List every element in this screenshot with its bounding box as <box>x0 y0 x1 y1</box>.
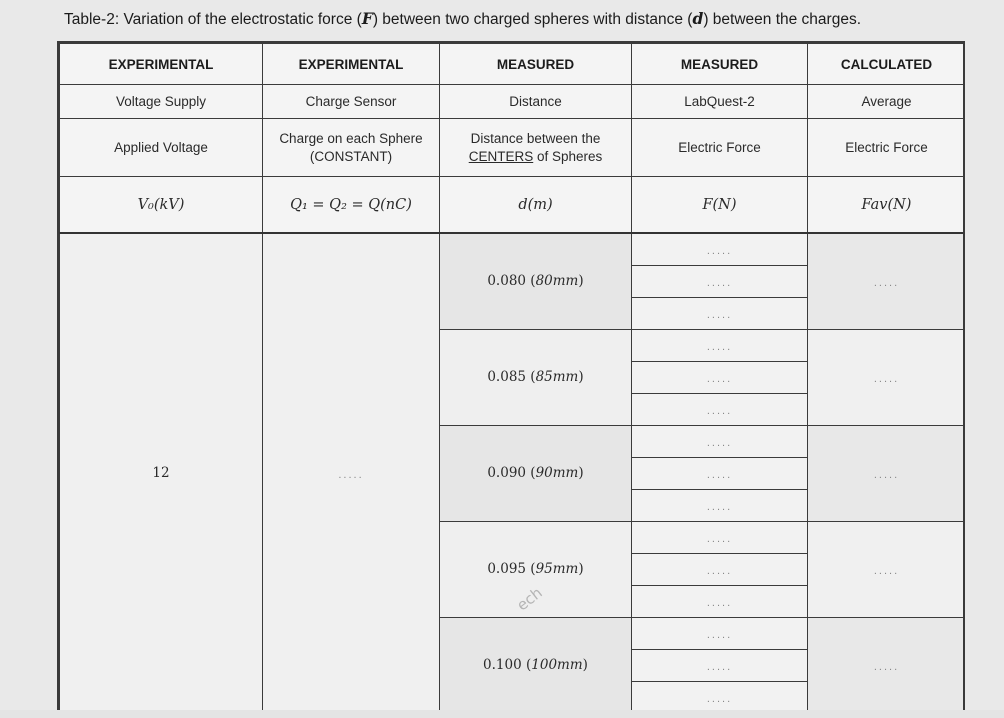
col2-symbol: Q₁ = Q₂ = Q(nC) <box>263 177 440 234</box>
force-trial-value: ..... <box>706 564 733 577</box>
col2-quantity-line1: Charge on each Sphere <box>279 130 423 146</box>
force-trial-cell[interactable] <box>632 585 808 617</box>
force-trial-cell[interactable] <box>632 233 808 265</box>
force-trial-value: ..... <box>706 532 733 545</box>
force-trial-cell[interactable] <box>632 361 808 393</box>
force-trial-value: ..... <box>706 596 733 609</box>
col1-symbol: V₀(kV) <box>60 177 263 234</box>
col2-type: EXPERIMENTAL <box>263 44 440 85</box>
col1-device: Voltage Supply <box>60 85 263 119</box>
header-row-device <box>60 85 966 119</box>
force-trial-cell[interactable] <box>632 649 808 681</box>
col4-type: MEASURED <box>632 44 808 85</box>
distance-cell: 0.095 (95mm) <box>440 521 632 617</box>
voltage-value: 12 <box>60 233 263 713</box>
distance-mm: 85mm <box>535 369 579 385</box>
force-trial-cell[interactable] <box>632 553 808 585</box>
force-trial-cell[interactable] <box>632 521 808 553</box>
col1-type: EXPERIMENTAL <box>60 44 263 85</box>
average-force-cell[interactable] <box>808 521 966 617</box>
force-trial-cell[interactable] <box>632 329 808 361</box>
force-trial-value: ..... <box>706 372 733 385</box>
col5-device: Average <box>808 85 966 119</box>
distance-m: 0.085 <box>487 369 526 385</box>
force-trial-value: ..... <box>706 500 733 513</box>
distance-cell: 0.090 (90mm) <box>440 425 632 521</box>
force-trial-value: ..... <box>706 308 733 321</box>
force-trial-cell[interactable] <box>632 425 808 457</box>
force-trial-value: ..... <box>706 244 733 257</box>
distance-mm: 95mm <box>535 561 579 577</box>
force-trial-value: ..... <box>706 436 733 449</box>
col4-quantity: Electric Force <box>632 119 808 177</box>
average-force-value: ..... <box>873 564 900 577</box>
header-row-symbol <box>60 177 966 234</box>
header-row-type <box>60 44 966 85</box>
col3-quantity-line1: Distance between the <box>470 130 601 146</box>
average-force-cell[interactable] <box>808 425 966 521</box>
col2-quantity-line2: (CONSTANT) <box>309 148 393 164</box>
force-trial-cell[interactable] <box>632 393 808 425</box>
distance-mm: 80mm <box>535 273 579 290</box>
col2-device: Charge Sensor <box>263 85 440 119</box>
col2-quantity <box>263 119 440 177</box>
col3-quantity-rest: of Spheres <box>533 148 603 164</box>
col3-device: Distance <box>440 85 632 119</box>
data-table <box>59 43 965 714</box>
average-force-value: ..... <box>873 468 900 481</box>
col5-quantity: Electric Force <box>808 119 966 177</box>
force-trial-value: ..... <box>706 340 733 353</box>
force-trial-cell[interactable] <box>632 681 808 713</box>
caption-suffix: ) between the charges. <box>703 11 862 28</box>
force-trial-cell[interactable] <box>632 297 808 329</box>
distance-mm: 100mm <box>531 657 583 673</box>
charge-cell <box>263 233 440 713</box>
force-symbol: F <box>361 9 373 28</box>
col3-symbol: d(m) <box>440 177 632 234</box>
data-table-container <box>57 41 965 718</box>
bottom-shade <box>0 710 1004 718</box>
force-trial-value: ..... <box>706 276 733 289</box>
distance-cell: 0.080 (80mm) <box>440 233 632 329</box>
distance-m: 0.100 <box>483 657 522 673</box>
header-row-quantity <box>60 119 966 177</box>
col3-type: MEASURED <box>440 44 632 85</box>
force-trial-value: ..... <box>706 404 733 417</box>
distance-cell: 0.085 (85mm) <box>440 329 632 425</box>
force-trial-value: ..... <box>706 628 733 641</box>
force-trial-cell[interactable] <box>632 489 808 521</box>
distance-mm: 90mm <box>535 465 579 481</box>
distance-symbol: d <box>692 9 704 28</box>
col5-type: CALCULATED <box>808 44 966 85</box>
col3-quantity-line2 <box>440 148 631 166</box>
average-force-cell[interactable] <box>808 233 966 329</box>
col3-quantity <box>440 119 632 177</box>
centers-word: CENTERS <box>468 148 534 164</box>
average-force-value: ..... <box>873 372 900 385</box>
force-trial-cell[interactable] <box>632 617 808 649</box>
watermark: ech <box>513 583 546 615</box>
force-trial-cell[interactable] <box>632 457 808 489</box>
col4-device: LabQuest-2 <box>632 85 808 119</box>
col4-symbol: F(N) <box>632 177 808 234</box>
charge-value[interactable]: ..... <box>338 468 364 481</box>
average-force-cell[interactable] <box>808 329 966 425</box>
table-caption <box>64 9 861 29</box>
data-body <box>60 233 966 713</box>
col5-symbol: Fav(N) <box>808 177 966 234</box>
distance-m: 0.095 <box>487 561 526 577</box>
force-trial-value: ..... <box>706 468 733 481</box>
average-force-value: ..... <box>873 276 900 289</box>
average-force-cell[interactable] <box>808 617 966 713</box>
force-trial-value: ..... <box>706 660 733 673</box>
force-trial-cell[interactable] <box>632 265 808 297</box>
table-row <box>60 233 966 265</box>
force-trial-value: ..... <box>706 692 733 705</box>
distance-m: 0.080 <box>487 273 526 290</box>
caption-prefix: Table-2: Variation of the electrostatic force ( <box>64 11 362 28</box>
distance-m: 0.090 <box>487 465 526 481</box>
average-force-value: ..... <box>873 660 900 673</box>
col1-quantity: Applied Voltage <box>60 119 263 177</box>
distance-cell: 0.100 (100mm) <box>440 617 632 713</box>
caption-middle: ) between two charged spheres with distance ( <box>372 11 693 28</box>
